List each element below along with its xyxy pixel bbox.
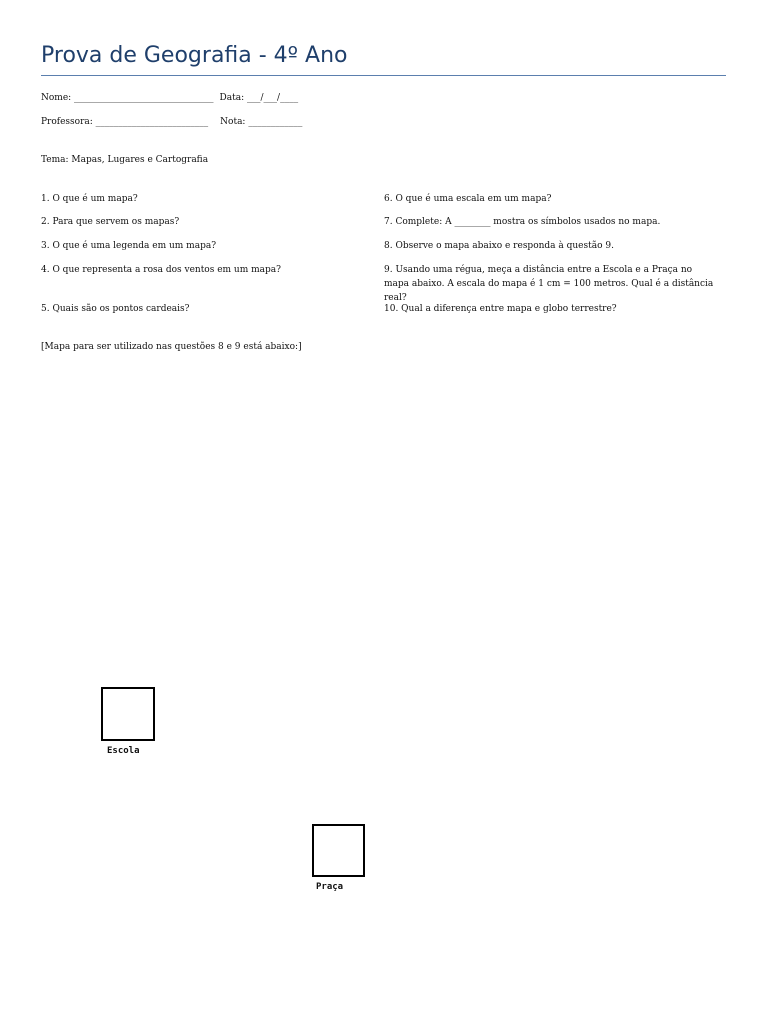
school-marker <box>101 687 155 741</box>
title-divider <box>41 75 726 76</box>
square-label: Praça <box>316 882 344 892</box>
teacher-field: Professora: _________________________ <box>41 117 209 127</box>
name-date-row <box>41 91 298 105</box>
question-9: 9. Usando uma régua, meça a distância entre a Escola e a Praça no mapa abaixo. A escala do mapa é 1 cm = 100 metros. Qual é a distância real? <box>384 265 714 303</box>
square-marker <box>312 824 365 877</box>
question-5: 5. Quais são os pontos cardeais? <box>41 304 190 314</box>
question-6: 6. O que é uma escala em um mapa? <box>384 194 552 204</box>
map-note: [Mapa para ser utilizado nas questões 8 e 9 está abaixo:] <box>41 342 302 352</box>
question-1: 1. O que é um mapa? <box>41 194 138 204</box>
name-field: Nome: _______________________________ <box>41 93 214 103</box>
question-3: 3. O que é uma legenda em um mapa? <box>41 241 217 251</box>
teacher-grade-row <box>41 115 302 129</box>
date-field: Data: ___/___/____ <box>219 93 299 103</box>
question-8: 8. Observe o mapa abaixo e responda à questão 9. <box>384 241 614 251</box>
topic-line: Tema: Mapas, Lugares e Cartografia <box>41 155 209 165</box>
page-title: Prova de Geografia - 4º Ano <box>41 43 348 68</box>
question-2: 2. Para que servem os mapas? <box>41 217 180 227</box>
question-4: 4. O que representa a rosa dos ventos em um mapa? <box>41 265 281 275</box>
question-7: 7. Complete: A ________ mostra os símbolos usados no mapa. <box>384 217 661 227</box>
question-10: 10. Qual a diferença entre mapa e globo terrestre? <box>384 304 617 314</box>
school-label: Escola <box>107 746 140 756</box>
grade-field: Nota: ____________ <box>220 117 303 127</box>
